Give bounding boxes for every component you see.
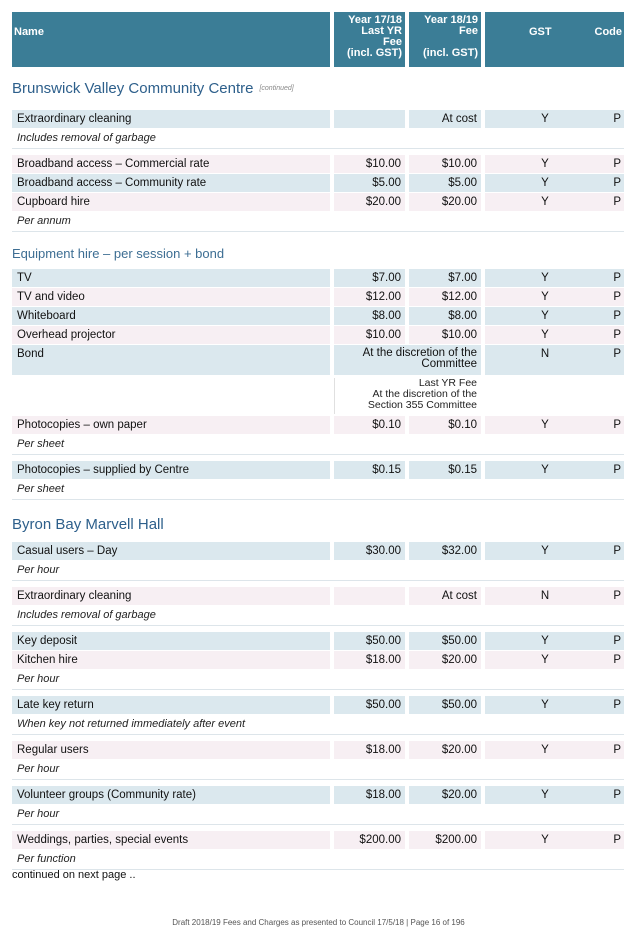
header-gst: GST <box>529 26 552 38</box>
row-note: Per function <box>17 853 76 865</box>
cell-code: P <box>605 155 624 173</box>
table-row <box>12 542 624 561</box>
cell-code: P <box>605 193 624 211</box>
cell-gst: N <box>485 345 605 375</box>
cell-cur: $12.00 <box>409 288 481 306</box>
row-note: Per sheet <box>17 483 65 495</box>
cell-gst: Y <box>485 155 605 173</box>
row-group <box>12 416 624 455</box>
cell-prev <box>334 110 405 128</box>
cell-name: Broadband access – Commercial rate <box>12 155 330 173</box>
row-note: When key not returned immediately after event <box>17 718 246 730</box>
subsection-title: Equipment hire – per session + bond <box>12 246 225 261</box>
cell-cur: $5.00 <box>409 174 481 192</box>
row-group <box>12 155 624 232</box>
cell-name: Whiteboard <box>12 307 330 325</box>
cell-prev: $30.00 <box>334 542 405 560</box>
cell-prev: $8.00 <box>334 307 405 325</box>
table-row <box>12 741 624 760</box>
row-note: Includes removal of garbage <box>17 132 156 144</box>
cell-prev: $18.00 <box>334 741 405 759</box>
cell-name: TV and video <box>12 288 330 306</box>
cell-prev: $7.00 <box>334 269 405 287</box>
cell-cur: $10.00 <box>409 155 481 173</box>
cell-name: TV <box>12 269 330 287</box>
continued-tag: [continued] <box>259 85 294 93</box>
lastyr-line2: At the discretion of the <box>372 388 477 400</box>
cell-name: Key deposit <box>12 632 330 650</box>
cell-gst: Y <box>485 307 605 325</box>
cell-prev: $0.10 <box>334 416 405 434</box>
header-cur-fee <box>409 12 481 67</box>
row-note: Per hour <box>17 808 60 820</box>
cell-prev: $18.00 <box>334 786 405 804</box>
table-row <box>12 326 624 345</box>
cell-gst: Y <box>485 831 605 849</box>
row-group <box>12 461 624 500</box>
table-row <box>12 831 624 850</box>
header-cur-line1: Year 18/19 <box>424 14 478 26</box>
row-note: Per annum <box>17 215 71 227</box>
table-row <box>12 193 624 212</box>
cell-prev: $20.00 <box>334 193 405 211</box>
cell-code: P <box>605 326 624 344</box>
cell-code: P <box>605 174 624 192</box>
row-group <box>12 632 624 690</box>
cell-prev <box>334 587 405 605</box>
cell-name: Casual users – Day <box>12 542 330 560</box>
cell-code: P <box>605 345 624 375</box>
cell-code: P <box>605 741 624 759</box>
cell-gst: Y <box>485 696 605 714</box>
cell-gst: Y <box>485 741 605 759</box>
cell-gst: Y <box>485 110 605 128</box>
cell-code: P <box>605 269 624 287</box>
row-note: Per hour <box>17 763 60 775</box>
cell-code: P <box>605 288 624 306</box>
table-row <box>12 110 624 129</box>
cell-code: P <box>605 307 624 325</box>
row-note: Includes removal of garbage <box>17 609 156 621</box>
cell-cur: At cost <box>409 110 481 128</box>
lastyr-line1: Last YR Fee <box>418 377 477 389</box>
cell-cur: $200.00 <box>409 831 481 849</box>
cell-cur: $20.00 <box>409 651 481 669</box>
cell-prev: $50.00 <box>334 632 405 650</box>
header-cur-line2: Fee <box>459 25 478 37</box>
row-group <box>12 542 624 581</box>
header-prev-line3: Fee <box>383 36 402 48</box>
row-group <box>12 110 624 149</box>
cell-prev: $12.00 <box>334 288 405 306</box>
table-row <box>12 288 624 307</box>
cell-prev: $10.00 <box>334 326 405 344</box>
row-group <box>12 741 624 780</box>
cell-name: Late key return <box>12 696 330 714</box>
row-note: Per sheet <box>17 438 65 450</box>
row-note: Per hour <box>17 564 60 576</box>
cell-cur: $20.00 <box>409 193 481 211</box>
cell-gst: Y <box>485 651 605 669</box>
cell-cur: $0.15 <box>409 461 481 479</box>
header-prev-line2: Last YR <box>361 25 402 37</box>
table-row <box>12 587 624 606</box>
cell-gst: Y <box>485 288 605 306</box>
fees-page <box>12 12 624 870</box>
cell-name: Weddings, parties, special events <box>12 831 330 849</box>
cell-cur: $10.00 <box>409 326 481 344</box>
header-prev-line1: Year 17/18 <box>348 14 402 26</box>
table-row <box>12 307 624 326</box>
cell-cur: $7.00 <box>409 269 481 287</box>
cell-prev: $0.15 <box>334 461 405 479</box>
cell-prev: $5.00 <box>334 174 405 192</box>
cell-gst: Y <box>485 786 605 804</box>
table-row <box>12 461 624 480</box>
bond-last-year <box>12 376 624 416</box>
table-row-bond <box>12 345 624 376</box>
cell-cur: $20.00 <box>409 741 481 759</box>
cell-gst: Y <box>485 632 605 650</box>
page-footer: Draft 2018/19 Fees and Charges as presented to Council 17/5/18 | Page 16 of 196 <box>172 918 465 927</box>
cell-name: Volunteer groups (Community rate) <box>12 786 330 804</box>
table-row <box>12 416 624 435</box>
cell-prev: $50.00 <box>334 696 405 714</box>
cell-gst: Y <box>485 326 605 344</box>
cell-name: Kitchen hire <box>12 651 330 669</box>
continued-next-page: continued on next page .. <box>12 869 136 881</box>
cell-gst: Y <box>485 461 605 479</box>
cell-code: P <box>605 831 624 849</box>
cell-gst: Y <box>485 416 605 434</box>
cell-name: Extraordinary cleaning <box>12 587 330 605</box>
table-row <box>12 632 624 651</box>
cell-cur: $0.10 <box>409 416 481 434</box>
cell-code: P <box>605 542 624 560</box>
header-code: Code <box>594 26 622 38</box>
cell-prev: $10.00 <box>334 155 405 173</box>
cell-name: Overhead projector <box>12 326 330 344</box>
cell-name: Extraordinary cleaning <box>12 110 330 128</box>
table-row <box>12 269 624 288</box>
section-title <box>12 77 624 101</box>
cell-prev: $18.00 <box>334 651 405 669</box>
cell-cur: $50.00 <box>409 632 481 650</box>
row-group <box>12 831 624 870</box>
cell-gst: Y <box>485 174 605 192</box>
table-row <box>12 155 624 174</box>
bond-fee-line2: Committee <box>421 358 477 370</box>
cell-gst: Y <box>485 542 605 560</box>
cell-cur: $8.00 <box>409 307 481 325</box>
header-prev-line4: (incl. GST) <box>347 47 402 59</box>
cell-name: Photocopies – own paper <box>12 416 330 434</box>
cell-bond-fee <box>334 345 481 375</box>
bond-fee-line1: At the discretion of the <box>362 347 477 359</box>
cell-code: P <box>605 461 624 479</box>
cell-code: P <box>605 416 624 434</box>
header-cur-line4: (incl. GST) <box>423 47 478 59</box>
header-prev-fee <box>334 12 405 67</box>
bond-last-year-text <box>334 378 481 414</box>
cell-gst: Y <box>485 269 605 287</box>
table-row <box>12 651 624 670</box>
cell-gst: N <box>485 587 605 605</box>
header-gst-code <box>485 12 624 67</box>
equipment-rows <box>12 269 624 416</box>
cell-gst: Y <box>485 193 605 211</box>
cell-code: P <box>605 651 624 669</box>
cell-name: Regular users <box>12 741 330 759</box>
cell-name: Bond <box>12 345 330 375</box>
cell-cur: $20.00 <box>409 786 481 804</box>
cell-name: Cupboard hire <box>12 193 330 211</box>
cell-code: P <box>605 786 624 804</box>
cell-name: Photocopies – supplied by Centre <box>12 461 330 479</box>
table-row <box>12 696 624 715</box>
row-group <box>12 587 624 626</box>
table-row <box>12 174 624 193</box>
table-header <box>12 12 624 67</box>
cell-prev: $200.00 <box>334 831 405 849</box>
cell-name: Broadband access – Community rate <box>12 174 330 192</box>
header-name: Name <box>12 12 330 67</box>
section-title-2: Byron Bay Marvell Hall <box>12 516 164 533</box>
cell-cur: $32.00 <box>409 542 481 560</box>
row-note: Per hour <box>17 673 60 685</box>
row-group <box>12 786 624 825</box>
cell-code: P <box>605 587 624 605</box>
section-title-text: Brunswick Valley Community Centre <box>12 80 254 97</box>
cell-cur: At cost <box>409 587 481 605</box>
cell-code: P <box>605 632 624 650</box>
table-row <box>12 786 624 805</box>
lastyr-line3: Section 355 Committee <box>367 399 477 411</box>
row-group <box>12 696 624 735</box>
cell-cur: $50.00 <box>409 696 481 714</box>
cell-code: P <box>605 110 624 128</box>
cell-code: P <box>605 696 624 714</box>
